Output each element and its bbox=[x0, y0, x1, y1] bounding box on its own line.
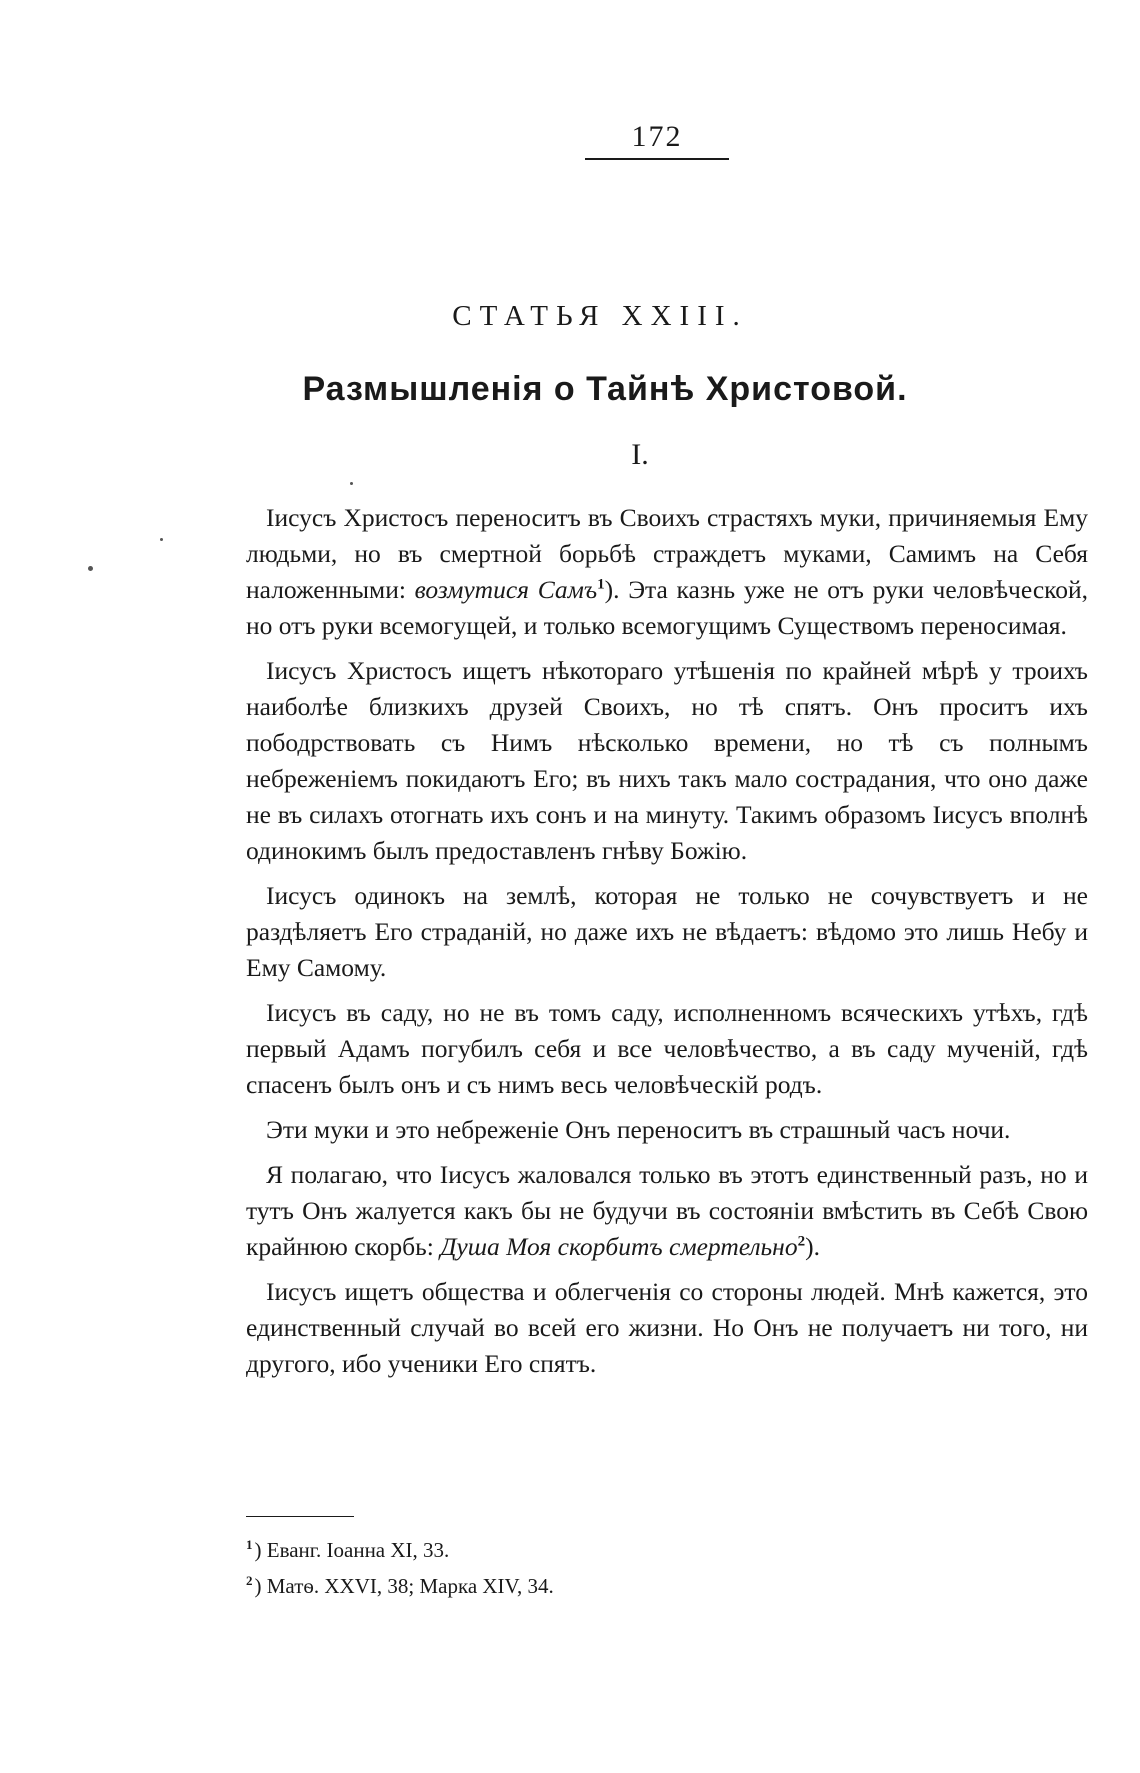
paragraph-5: Эти муки и это небреженіе Онъ переноситъ въ страшный часъ ночи. bbox=[266, 1115, 1011, 1144]
paragraph-1: Іисусъ Христосъ переноситъ въ Своихъ страстяхъ муки, причиняемыя Ему людьми, но въ смертной борьбѣ страждетъ муками, Самимъ на Себя наложенными: возмутися Самъ$^1$). Эта казнь уже не отъ руки человѣческой, но отъ руки всемогущей, и только всемогущимъ Существомъ переносимая. bbox=[246, 503, 1088, 640]
footnote-ref: 2 bbox=[797, 1233, 806, 1250]
paragraph-4: Іисусъ въ саду, но не въ томъ саду, исполненномъ всяческихъ утѣхъ, гдѣ первый Адамъ погубилъ себя и все человѣчество, а въ саду мученій, гдѣ спасенъ былъ онъ и съ нимъ весь человѣческій родъ. bbox=[246, 998, 1088, 1099]
footnotes bbox=[246, 1532, 946, 1604]
footnote-2: $^2$) Матѳ. XXVI, 38; Марка XIV, 34. bbox=[246, 1573, 554, 1598]
footnote-1: $^1$) Еванг. Іоанна XI, 33. bbox=[246, 1537, 450, 1562]
paragraph-7: Іисусъ ищетъ общества и облегченія со стороны людей. Мнѣ кажется, это единственный случай во всей его жизни. Но Онъ не получаетъ ни того, ни другого, ибо ученики Его спятъ. bbox=[246, 1277, 1088, 1378]
body-text bbox=[246, 500, 1088, 1391]
footnote-divider bbox=[246, 1516, 354, 1517]
scripture-quote: возмутися Самъ bbox=[414, 575, 598, 604]
article-title: Размышленія о Тайнѣ Христовой. bbox=[302, 370, 908, 408]
footnote-ref: 1 bbox=[597, 576, 605, 593]
article-label: СТАТЬЯ XXIII. bbox=[452, 300, 748, 332]
section-number: I. bbox=[631, 438, 649, 471]
page-number: 172 bbox=[585, 120, 729, 160]
paragraph-6: Я полагаю, что Іисусъ жаловался только въ этотъ единственный разъ, но и тутъ Онъ жалуется какъ бы не будучи въ состояніи вмѣстить въ Себѣ Свою крайнюю скорбь: Душа Моя скорбитъ смертельно$^2$). bbox=[246, 1160, 1088, 1261]
scan-speck bbox=[160, 538, 163, 541]
paragraph-3: Іисусъ одинокъ на землѣ, которая не только не сочувствуетъ и не раздѣляетъ Его страданій, но даже ихъ не вѣдаетъ: вѣдомо это лишь Небу и Ему Самому. bbox=[246, 881, 1088, 982]
scan-speck bbox=[350, 482, 353, 485]
scripture-quote: Душа Моя скорбитъ смертельно bbox=[440, 1232, 798, 1261]
scan-speck bbox=[88, 566, 93, 571]
paragraph-2: Іисусъ Христосъ ищетъ нѣкотораго утѣшенія по крайней мѣрѣ у троихъ наиболѣе близкихъ друзей Своихъ, но тѣ спятъ. Онъ проситъ ихъ пободрствовать съ Нимъ нѣсколько времени, но тѣ съ полнымъ небреженіемъ покидаютъ Его; въ нихъ такъ мало сострадания, что оно даже не въ силахъ отогнать ихъ сонъ и на минуту. Такимъ образомъ Іисусъ вполнѣ одинокимъ былъ предоставленъ гнѣву Божію. bbox=[246, 656, 1088, 865]
